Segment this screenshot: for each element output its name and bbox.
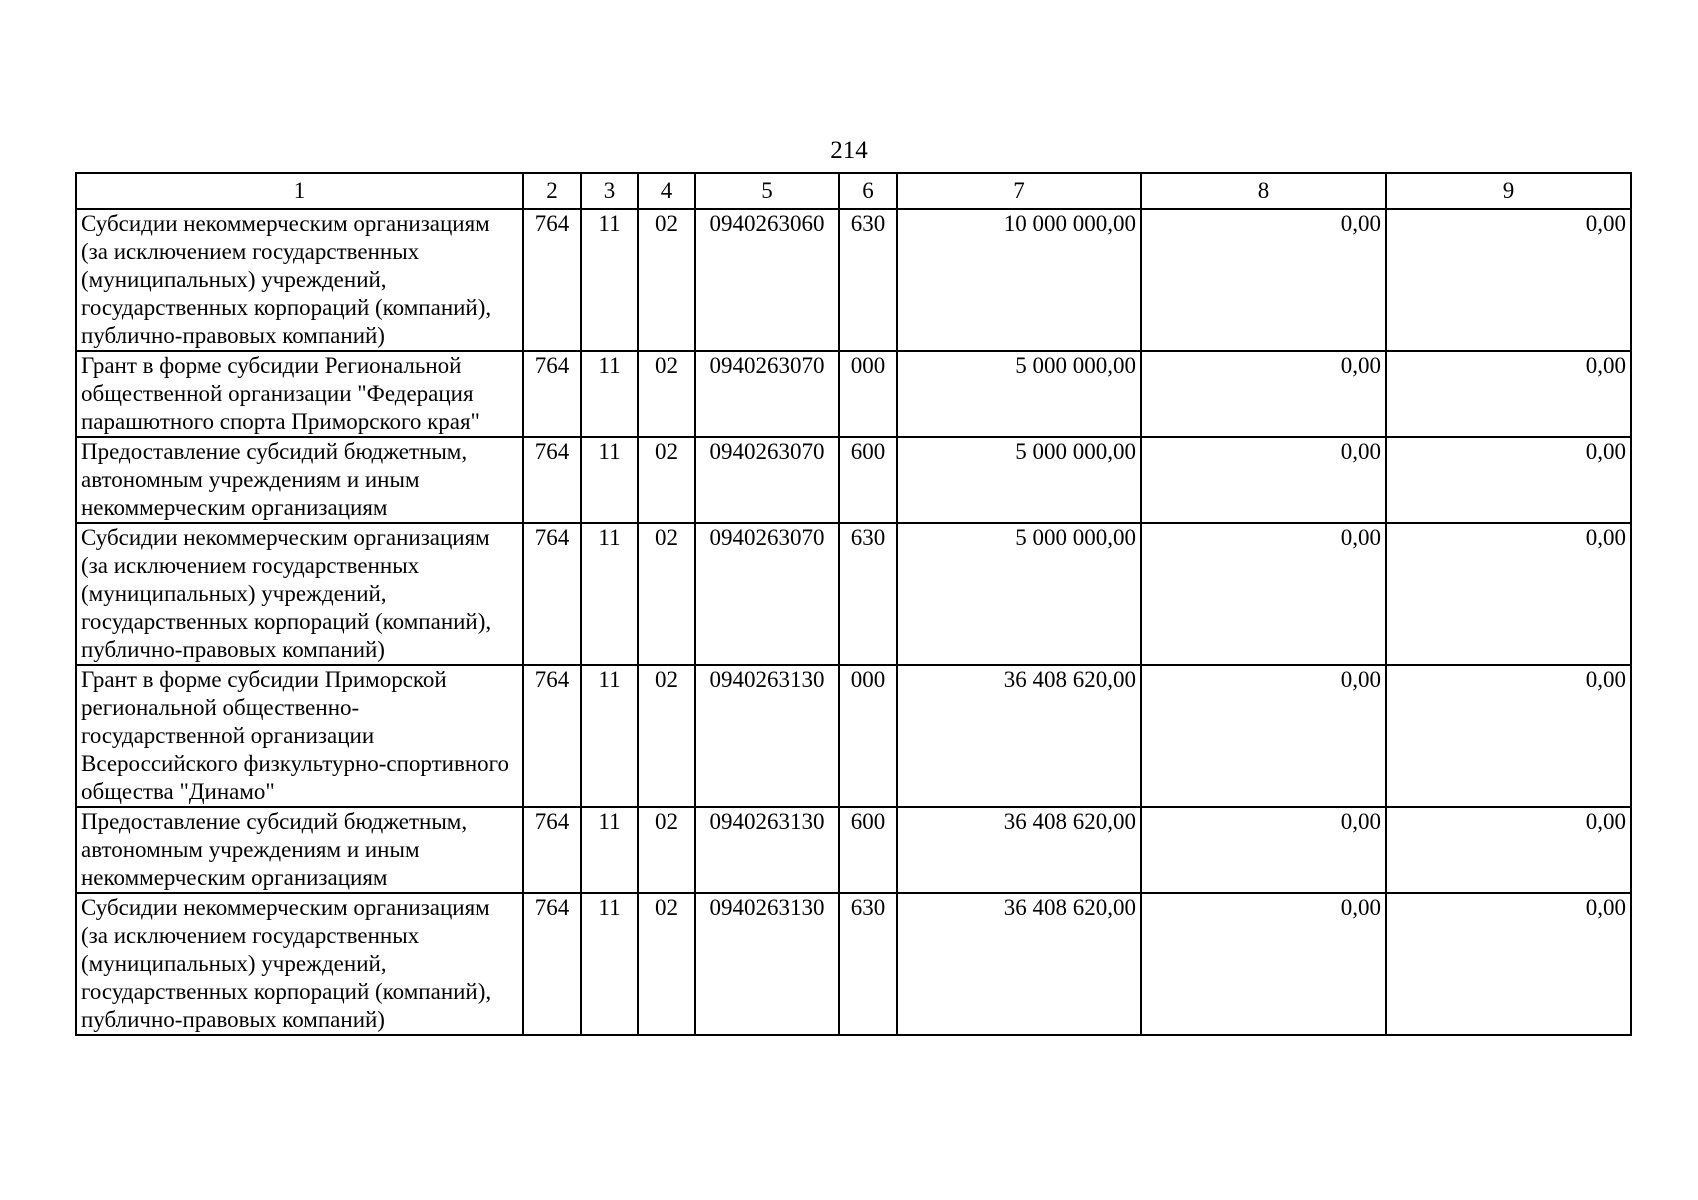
cell-amount-col9: 0,00 bbox=[1386, 665, 1631, 807]
cell-amount-col8: 0,00 bbox=[1141, 893, 1386, 1035]
cell-expense-type: 000 bbox=[839, 351, 897, 437]
cell-subsection: 02 bbox=[638, 351, 695, 437]
cell-target-article: 0940263130 bbox=[695, 893, 839, 1035]
cell-amount-col9: 0,00 bbox=[1386, 209, 1631, 351]
table-row bbox=[76, 523, 1631, 665]
cell-section: 11 bbox=[581, 665, 638, 807]
cell-admin-code: 764 bbox=[523, 807, 581, 893]
cell-subsection: 02 bbox=[638, 437, 695, 523]
cell-admin-code: 764 bbox=[523, 209, 581, 351]
cell-admin-code: 764 bbox=[523, 437, 581, 523]
cell-section: 11 bbox=[581, 807, 638, 893]
budget-table bbox=[75, 172, 1632, 1036]
row-description: Субсидии некоммерческим организациям (за исключением государственных (муниципальных) учреждений, государственных корпораций (компаний), публично-правовых компаний) bbox=[76, 523, 523, 665]
cell-target-article: 0940263070 bbox=[695, 351, 839, 437]
cell-target-article: 0940263060 bbox=[695, 209, 839, 351]
cell-amount-col7: 36 408 620,00 bbox=[897, 665, 1141, 807]
row-description: Предоставление субсидий бюджетным, автономным учреждениям и иным некоммерческим организациям bbox=[76, 437, 523, 523]
cell-expense-type: 630 bbox=[839, 523, 897, 665]
cell-amount-col7: 5 000 000,00 bbox=[897, 523, 1141, 665]
header-cell-4: 4 bbox=[638, 173, 695, 209]
header-row bbox=[76, 173, 1631, 209]
cell-subsection: 02 bbox=[638, 893, 695, 1035]
table-row bbox=[76, 351, 1631, 437]
cell-target-article: 0940263130 bbox=[695, 807, 839, 893]
cell-section: 11 bbox=[581, 437, 638, 523]
cell-admin-code: 764 bbox=[523, 665, 581, 807]
header-cell-9: 9 bbox=[1386, 173, 1631, 209]
table-row bbox=[76, 209, 1631, 351]
row-description: Грант в форме субсидии Приморской региональной общественно-государственной организации Всероссийского физкультурно-спортивного общества "Динамо" bbox=[76, 665, 523, 807]
header-cell-6: 6 bbox=[839, 173, 897, 209]
cell-expense-type: 600 bbox=[839, 437, 897, 523]
cell-subsection: 02 bbox=[638, 523, 695, 665]
cell-amount-col8: 0,00 bbox=[1141, 523, 1386, 665]
cell-expense-type: 000 bbox=[839, 665, 897, 807]
cell-amount-col9: 0,00 bbox=[1386, 523, 1631, 665]
cell-expense-type: 630 bbox=[839, 209, 897, 351]
cell-admin-code: 764 bbox=[523, 893, 581, 1035]
cell-amount-col7: 5 000 000,00 bbox=[897, 437, 1141, 523]
cell-target-article: 0940263130 bbox=[695, 665, 839, 807]
cell-target-article: 0940263070 bbox=[695, 437, 839, 523]
cell-amount-col8: 0,00 bbox=[1141, 807, 1386, 893]
cell-amount-col9: 0,00 bbox=[1386, 437, 1631, 523]
cell-expense-type: 600 bbox=[839, 807, 897, 893]
cell-subsection: 02 bbox=[638, 209, 695, 351]
header-cell-8: 8 bbox=[1141, 173, 1386, 209]
cell-amount-col7: 36 408 620,00 bbox=[897, 807, 1141, 893]
row-description: Грант в форме субсидии Региональной общественной организации "Федерация парашютного спорта Приморского края" bbox=[76, 351, 523, 437]
cell-amount-col7: 5 000 000,00 bbox=[897, 351, 1141, 437]
cell-subsection: 02 bbox=[638, 665, 695, 807]
row-description: Предоставление субсидий бюджетным, автономным учреждениям и иным некоммерческим организациям bbox=[76, 807, 523, 893]
table-row bbox=[76, 893, 1631, 1035]
cell-target-article: 0940263070 bbox=[695, 523, 839, 665]
cell-amount-col9: 0,00 bbox=[1386, 893, 1631, 1035]
cell-amount-col7: 10 000 000,00 bbox=[897, 209, 1141, 351]
row-description: Субсидии некоммерческим организациям (за исключением государственных (муниципальных) учреждений, государственных корпораций (компаний), публично-правовых компаний) bbox=[76, 893, 523, 1035]
cell-expense-type: 630 bbox=[839, 893, 897, 1035]
cell-amount-col8: 0,00 bbox=[1141, 351, 1386, 437]
cell-amount-col8: 0,00 bbox=[1141, 437, 1386, 523]
cell-amount-col9: 0,00 bbox=[1386, 807, 1631, 893]
header-cell-5: 5 bbox=[695, 173, 839, 209]
cell-admin-code: 764 bbox=[523, 351, 581, 437]
cell-section: 11 bbox=[581, 351, 638, 437]
page-number: 214 bbox=[830, 137, 868, 164]
cell-amount-col7: 36 408 620,00 bbox=[897, 893, 1141, 1035]
header-cell-7: 7 bbox=[897, 173, 1141, 209]
cell-section: 11 bbox=[581, 209, 638, 351]
cell-amount-col8: 0,00 bbox=[1141, 665, 1386, 807]
cell-amount-col8: 0,00 bbox=[1141, 209, 1386, 351]
cell-amount-col9: 0,00 bbox=[1386, 351, 1631, 437]
header-cell-1: 1 bbox=[76, 173, 523, 209]
table-row bbox=[76, 665, 1631, 807]
header-cell-2: 2 bbox=[523, 173, 581, 209]
row-description: Субсидии некоммерческим организациям (за исключением государственных (муниципальных) учреждений, государственных корпораций (компаний), публично-правовых компаний) bbox=[76, 209, 523, 351]
cell-admin-code: 764 bbox=[523, 523, 581, 665]
table-row bbox=[76, 437, 1631, 523]
header-cell-3: 3 bbox=[581, 173, 638, 209]
cell-subsection: 02 bbox=[638, 807, 695, 893]
cell-section: 11 bbox=[581, 523, 638, 665]
table-row bbox=[76, 807, 1631, 893]
cell-section: 11 bbox=[581, 893, 638, 1035]
